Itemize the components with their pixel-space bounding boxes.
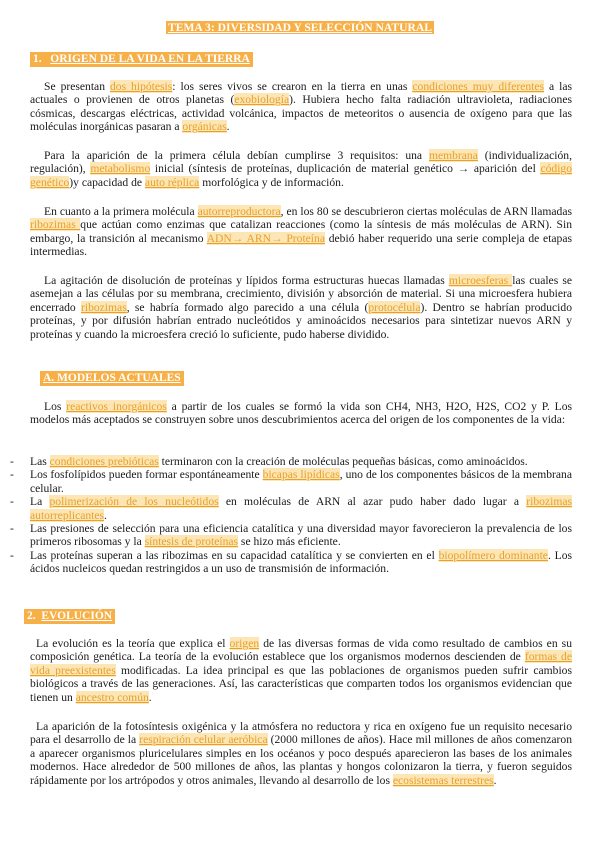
paragraph	[30, 149, 572, 189]
section-1-title: ORIGEN DE LA VIDA EN LA TIERRA	[50, 53, 250, 65]
text-run: Los fosfolípidos pueden formar espontáneamente	[30, 468, 263, 482]
section-2-heading	[24, 609, 115, 624]
highlighted-term: formas de vida preexistentes	[30, 650, 572, 677]
highlighted-term: ribozimas autorreplicantes	[30, 495, 572, 522]
highlighted-term: reactivos inorgánicos	[66, 400, 167, 413]
text-run: : los seres vivos se crearon en la tierra en unas	[172, 80, 413, 93]
text-run: a las actuales o provienen de otros planetas (	[30, 80, 572, 107]
text-run: ). Hubiera hecho falta radiación ultravioleta, radiaciones cósmicas, descargas eléctricas, actividad volcánica, impactos de meteoritos o ausencia de oxígeno para que las moléculas inorgánicas pasaran a	[30, 93, 572, 134]
text-run: morfológica y de información.	[199, 175, 344, 189]
text-run: La	[30, 495, 50, 509]
section-a-title: A. MODELOS ACTUALES	[43, 372, 181, 384]
paragraph	[30, 205, 572, 259]
bullet-dash: -	[10, 468, 14, 482]
paragraph	[30, 637, 572, 704]
bullet-dash: -	[10, 495, 14, 509]
paragraph	[30, 80, 572, 134]
text-run: (2000 millones de años). Hace mil millones de años comenzaron a aparecer organismos pluricelulares simples en los océanos y poco después aparecieron las bases de los animales modernos. Hace alrededor de 500 millones de años, las plantas y hongos colonizaron la tierra, y fueron seguidos rápidamente por los artrópodos y otros animales, llevando al desarrollo de los	[30, 733, 572, 787]
text-run: a partir de los cuales se formó la vida son CH4, NH3, H2O, H2S, CO2 y P. Los modelos más aceptados se construyen sobre unos descubrimientos acerca del origen de los componentes de la vida:	[30, 400, 572, 427]
text-run: .	[493, 773, 497, 787]
list-item	[10, 455, 572, 468]
text-run: que actúan como enzimas que catalizan reacciones (como la síntesis de más moléculas de ARN). Sin embargo, la transición al mecanismo	[30, 218, 572, 245]
highlighted-term: ancestro común	[75, 690, 149, 704]
list-item	[10, 468, 572, 495]
highlighted-term: orgánicas	[182, 120, 227, 134]
highlighted-term: ribozimas	[80, 300, 127, 314]
list-item	[10, 522, 572, 549]
section-1-number: 1.	[33, 53, 42, 65]
bullet-dash: -	[10, 522, 14, 536]
highlighted-term: biopolímero dominante	[438, 548, 548, 562]
text-run: Los	[44, 400, 67, 413]
text-run: En cuanto a la primera molécula	[44, 205, 198, 218]
highlighted-term: protocélula	[368, 300, 421, 314]
text-run: La evolución es la teoría que explica el	[36, 637, 230, 650]
text-run: Se presentan	[44, 80, 110, 93]
text-run: debió haber requerido una serie compleja de etapas intermedias.	[30, 231, 573, 259]
text-run: en moléculas de ARN al azar pudo haber dado lugar a	[218, 495, 527, 509]
paragraph	[30, 720, 572, 787]
section-1-heading	[30, 52, 253, 67]
highlighted-term: microesferas	[448, 274, 513, 287]
highlighted-term: ADN→ ARN→ Proteína	[206, 231, 325, 245]
text-run: , uno de los componentes básicos de la membrana celular.	[30, 468, 572, 495]
text-run: . Los ácidos nucleicos quedan restringidos a un uso de transmisión de información.	[30, 548, 573, 576]
text-run: , se habría formado algo parecido a una célula (	[126, 300, 369, 314]
text-run: inicial (síntesis de proteínas, duplicación de material genético → aparición del	[150, 162, 541, 176]
section-2-title: EVOLUCIÓN	[41, 610, 113, 622]
section-a-heading	[40, 371, 184, 386]
document-title	[0, 21, 600, 34]
bullet-list	[10, 455, 572, 576]
text-run: )y capacidad de	[69, 175, 145, 189]
highlighted-term: condiciones prebióticas	[49, 455, 159, 468]
bullet-dash: -	[10, 548, 14, 562]
highlighted-term: ribozimas	[30, 218, 81, 232]
highlighted-term: bicapas lipídicas	[262, 468, 340, 482]
text-run: se hizo más eficiente.	[238, 535, 341, 549]
bullet-dash: -	[10, 455, 14, 468]
text-run: .	[226, 120, 230, 134]
text-run: Las presiones de selección para una eficiencia catalítica y una diversidad mayor favorecieron la prevalencia de los primeros ribosomas y la	[30, 522, 572, 549]
text-run: .	[104, 508, 107, 522]
section-2-number: 2.	[27, 610, 36, 622]
paragraph	[30, 400, 572, 427]
highlighted-term: auto réplica	[144, 175, 200, 189]
highlighted-term: origen	[229, 637, 260, 650]
highlighted-term: dos hipótesis	[109, 80, 173, 93]
text-run: La agitación de disolución de proteínas y lípidos forma estructuras huecas llamadas	[44, 274, 449, 287]
highlighted-term: código genético	[30, 162, 573, 189]
text-run: Las proteínas superan a las ribozimas en su capacidad catalítica y se convierten en el	[30, 548, 439, 562]
text-run: de las diversas formas de vida como resultado de cambios en su composición genética. La teoría de la evolución establece que los organismos modernos descienden de	[30, 637, 572, 664]
text-run: , en los 80 se descubrieron ciertas moléculas de ARN llamadas	[280, 205, 572, 218]
highlighted-term: membrana	[428, 149, 478, 162]
highlighted-term: ecosistemas terrestres	[392, 773, 494, 787]
text-run: (individualización, regulación),	[30, 149, 572, 176]
highlighted-term: metabolismo	[90, 162, 151, 176]
title-text: TEMA 3: DIVERSIDAD Y SELECCIÓN NATURAL	[167, 21, 432, 34]
text-run: las cuales se asemejan a las células por su membrana, crecimiento, división y absorción de material. Si una microesfera hubiera encerrado	[30, 274, 572, 314]
text-run: terminaron con la creación de moléculas pequeñas básicas, como aminoácidos.	[158, 455, 528, 468]
text-run: La aparición de la fotosíntesis oxigénica y la atmósfera no reductora y rica en oxígeno fue un requisito necesario para el desarrollo de la	[30, 720, 572, 747]
text-run: ). Dentro se habrían producido proteínas, y por difusión habrían entrado nucleótidos y aminoácidos necesarios para sintetizar nuevos ARN y proteínas y cuando la microesfera creció lo suficiente, pudo haberse dividido.	[30, 300, 572, 341]
highlighted-term: condiciones muy diferentes	[412, 80, 545, 93]
highlighted-term: respiración celular aeróbica	[139, 733, 268, 747]
text-run: .	[148, 690, 152, 704]
highlighted-term: exobiología	[234, 93, 290, 107]
text-run: Para la aparición de la primera célula debían cumplirse 3 requisitos: una	[44, 149, 429, 162]
highlighted-term: autorreproductora	[197, 205, 281, 218]
highlighted-term: polimerización de los nucleótidos	[49, 495, 219, 509]
paragraph	[30, 274, 572, 341]
text-run: modificadas. La idea principal es que las poblaciones de organismos pueden sufrir cambios biológicos a través de las generaciones. Así, las características que comparten todos los organismos evidencian que tienen un	[30, 663, 572, 704]
list-item	[10, 495, 572, 522]
text-run: Las	[30, 455, 50, 468]
highlighted-term: síntesis de proteínas	[144, 535, 239, 549]
list-item	[10, 549, 572, 576]
